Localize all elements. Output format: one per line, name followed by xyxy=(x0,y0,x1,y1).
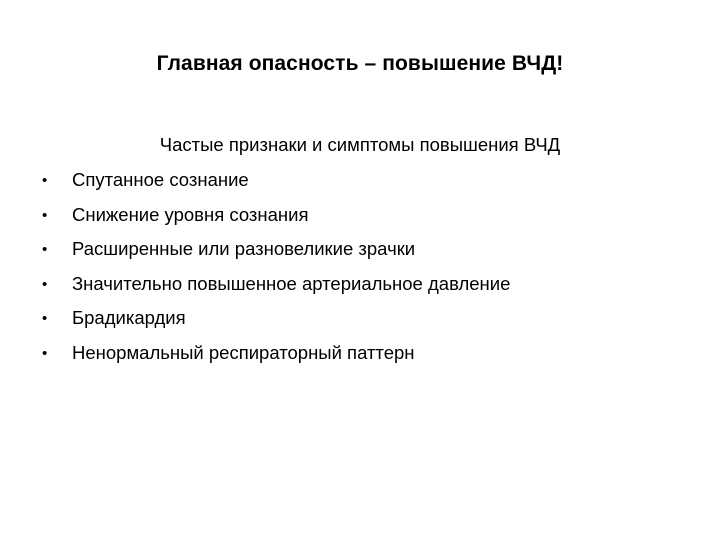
list-item-text: Расширенные или разновеликие зрачки xyxy=(72,238,416,259)
list-item xyxy=(42,235,510,270)
bullet-icon: • xyxy=(42,275,48,293)
symptom-list xyxy=(42,166,510,373)
list-item xyxy=(42,201,510,236)
list-item-text: Спутанное сознание xyxy=(72,169,249,190)
list-item-text: Значительно повышенное артериальное давление xyxy=(72,272,511,294)
list-item xyxy=(42,304,510,339)
slide-subtitle: Частые признаки и симптомы повышения ВЧД xyxy=(159,134,561,155)
bullet-icon: • xyxy=(42,241,48,258)
list-item xyxy=(42,166,510,201)
list-item-text: Брадикардия xyxy=(72,307,186,328)
bullet-icon: • xyxy=(42,206,48,224)
bullet-icon: • xyxy=(42,172,48,189)
list-item-text: Снижение уровня сознания xyxy=(72,203,309,225)
list-item xyxy=(42,270,510,305)
list-item xyxy=(42,339,510,374)
bullet-icon: • xyxy=(42,344,48,362)
list-item-text: Ненормальный респираторный паттерн xyxy=(72,341,415,363)
bullet-icon: • xyxy=(42,310,48,327)
slide-title: Главная опасность – повышение ВЧД! xyxy=(156,52,564,75)
